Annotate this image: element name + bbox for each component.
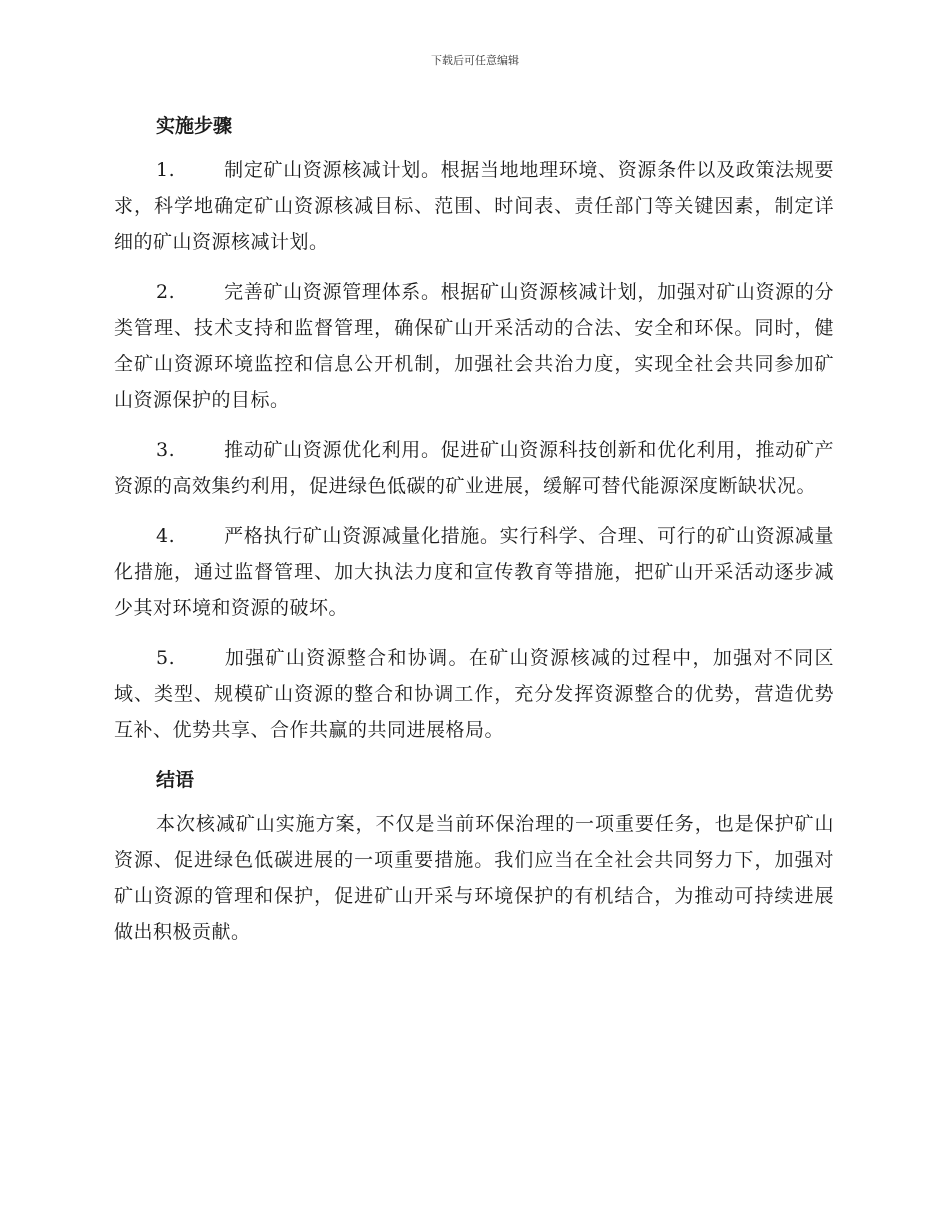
- page-header: 下载后可任意编辑: [431, 54, 519, 67]
- list-item-number: 5.: [156, 647, 176, 669]
- list-item-text: 完善矿山资源管理体系。根据矿山资源核减计划，加强对矿山资源的分类管理、技术支持和监督管理，确保矿山开采活动的合法、安全和环保。同时，健全矿山资源环境监控和信息公开机制，加强社会共治力度，实现全社会共同参加矿山资源保护的目标。: [114, 281, 834, 411]
- list-item: [114, 432, 834, 504]
- section-heading-implementation-steps: 实施步骤: [156, 115, 233, 137]
- list-item-text: 加强矿山资源整合和协调。在矿山资源核减的过程中，加强对不同区域、类型、规模矿山资源的整合和协调工作，充分发挥资源整合的优势，营造优势互补、优势共享、合作共赢的共同进展格局。: [114, 647, 834, 741]
- list-item-text: 严格执行矿山资源减量化措施。实行科学、合理、可行的矿山资源减量化措施，通过监督管理、加大执法力度和宣传教育等措施，把矿山开采活动逐步减少其对环境和资源的破坏。: [114, 525, 834, 619]
- list-item-text: 制定矿山资源核减计划。根据当地地理环境、资源条件以及政策法规要求，科学地确定矿山资源核减目标、范围、时间表、责任部门等关键因素，制定详细的矿山资源核减计划。: [114, 159, 834, 253]
- document-body: [114, 108, 834, 964]
- list-item: [114, 518, 834, 626]
- list-item-number: 4.: [156, 525, 176, 547]
- list-item: [114, 640, 834, 748]
- list-item: [114, 274, 834, 418]
- conclusion-paragraph: 本次核减矿山实施方案，不仅是当前环保治理的一项重要任务，也是保护矿山资源、促进绿色低碳进展的一项重要措施。我们应当在全社会共同努力下，加强对矿山资源的管理和保护，促进矿山开采与环境保护的有机结合，为推动可持续进展做出积极贡献。: [114, 813, 834, 943]
- list-item-number: 2.: [156, 281, 176, 303]
- list-item-text: 推动矿山资源优化利用。促进矿山资源科技创新和优化利用，推动矿产资源的高效集约利用，促进绿色低碳的矿业进展，缓解可替代能源深度断缺状况。: [114, 439, 834, 497]
- list-item: [114, 152, 834, 260]
- section-heading-conclusion: 结语: [156, 769, 195, 791]
- list-item-number: 3.: [156, 439, 176, 461]
- list-item-number: 1.: [156, 159, 176, 181]
